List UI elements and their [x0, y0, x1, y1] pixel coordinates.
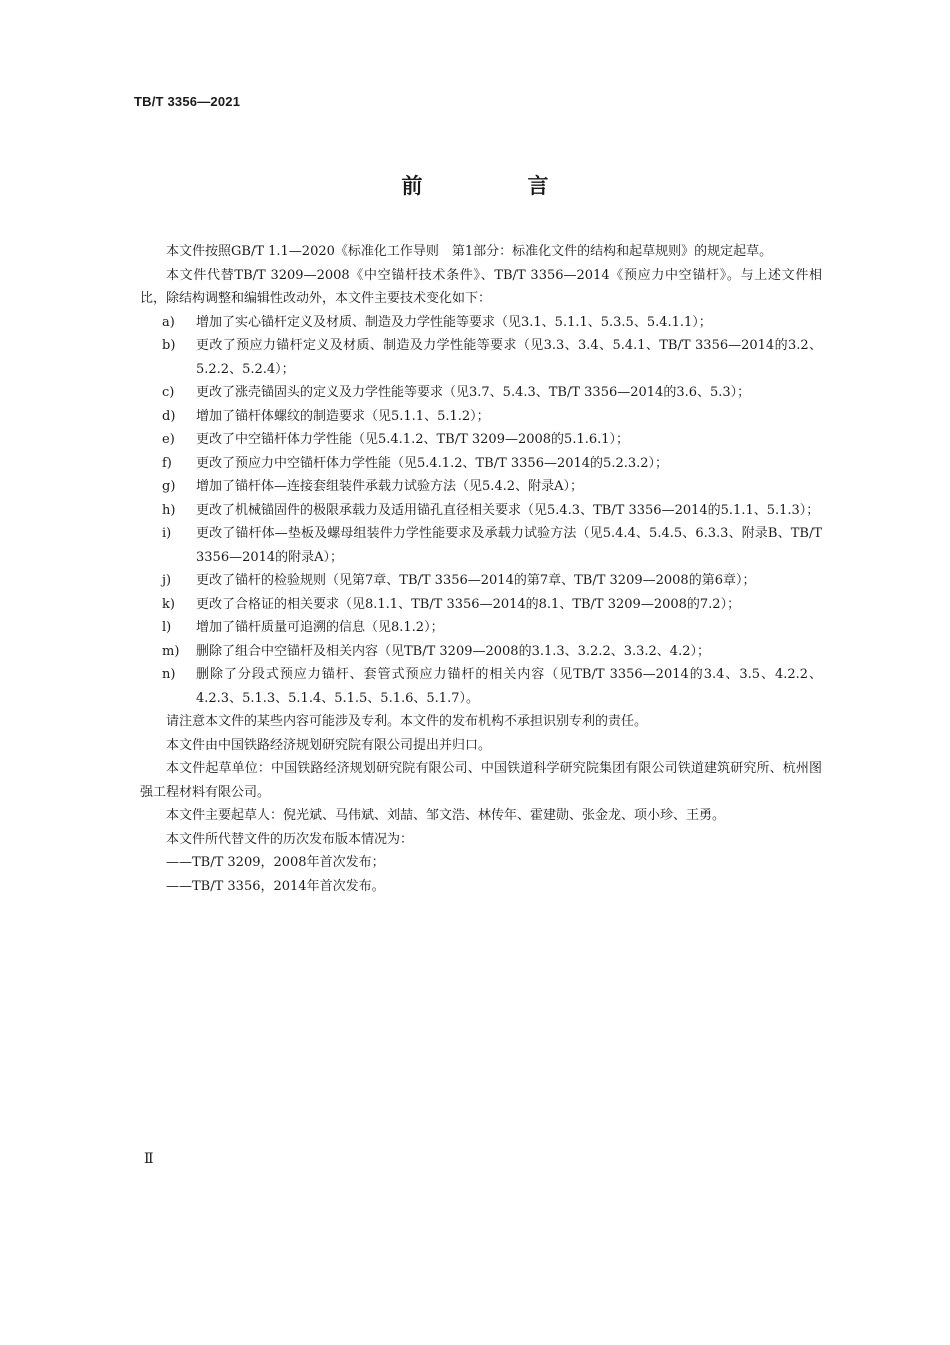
list-item [140, 593, 822, 617]
list-item-label: e) [162, 432, 175, 447]
list-item-label: j) [162, 573, 172, 588]
list-item-label: n) [162, 667, 176, 682]
list-item-text: 增加了实心锚杆定义及材质、制造及力学性能等要求（见3.1、5.1.1、5.3.5、5.4.1.1）； [196, 314, 712, 330]
list-item-text: 更改了机械锚固件的极限承载力及适用锚孔直径相关要求（见5.4.3、TB/T 3356—2014的5.1.1、5.1.3）； [196, 502, 820, 518]
page-title: 前 言 [401, 174, 591, 198]
list-item [140, 499, 822, 523]
list-item-text: 更改了中空锚杆体力学性能（见5.4.1.2、TB/T 3209—2008的5.1.6.1）； [196, 432, 630, 447]
intro-paragraph: 本文件代替TB/T 3209—2008《中空锚杆技术条件》、TB/T 3356—2014《预应力中空锚杆》。与上述文件相比，除结构调整和编辑性改动外，本文件主要技术变化如下： [140, 267, 822, 306]
patent-notice: 请注意本文件的某些内容可能涉及专利。本文件的发布机构不承担识别专利的责任。 [166, 714, 648, 729]
list-item-label: d) [162, 408, 176, 424]
list-item-text: 增加了锚杆体—连接套组装件承载力试验方法（见5.4.2、附录A）； [196, 479, 583, 494]
list-item [140, 616, 822, 640]
list-item-text: 增加了锚杆体螺纹的制造要求（见5.1.1、5.1.2）； [196, 408, 490, 424]
list-item-text: 更改了涨壳锚固头的定义及力学性能等要求（见3.7、5.4.3、TB/T 3356—2014的3.6、5.3）； [196, 385, 751, 400]
list-item-text: 更改了预应力锚杆定义及材质、制造及力学性能等要求（见3.3、3.4、5.4.1、TB/T 3356—2014的3.2、5.2.2、5.2.4）； [196, 338, 822, 377]
intro-paragraph: 本文件按照GB/T 1.1—2020《标准化工作导则 第1部分：标准化文件的结构和起草规则》的规定起草。 [166, 244, 773, 259]
history-intro-paragraph: 本文件所代替文件的历次发布版本情况为： [166, 831, 414, 847]
list-item-text: 删除了分段式预应力锚杆、套管式预应力锚杆的相关内容（见TB/T 3356—2014的3.4、3.5、4.2.2、4.2.3、5.1.3、5.1.4、5.1.5、5.1.6、5.1.7）。 [196, 667, 822, 706]
list-item-label: c) [162, 385, 175, 400]
list-item-label: k) [162, 596, 175, 612]
list-item [140, 522, 822, 569]
changes-list [140, 311, 822, 711]
list-item-label: h) [162, 502, 176, 518]
list-item-text: 删除了组合中空锚杆及相关内容（见TB/T 3209—2008的3.1.3、3.2.2、3.3.2、4.2）； [196, 643, 710, 659]
history-item: ——TB/T 3356，2014年首次发布。 [166, 878, 385, 894]
list-item [140, 569, 822, 593]
list-item-label: f) [162, 455, 172, 471]
list-item-text: 更改了锚杆体—垫板及螺母组装件力学性能要求及承载力试验方法（见5.4.4、5.4.5、6.3.3、附录B、TB/T 3356—2014的附录A）； [196, 526, 822, 565]
list-item [140, 405, 822, 429]
history-item: ——TB/T 3209，2008年首次发布； [166, 855, 385, 870]
list-item [140, 428, 822, 452]
list-item-label: l) [162, 620, 172, 635]
list-item-label: i) [162, 526, 172, 541]
list-item-label: g) [162, 479, 176, 494]
list-item-text: 增加了锚杆质量可追溯的信息（见8.1.2）； [196, 620, 444, 635]
drafting-units-paragraph: 本文件起草单位：中国铁路经济规划研究院有限公司、中国铁道科学研究院集团有限公司铁道建筑研究所、杭州图强工程材料有限公司。 [140, 761, 822, 800]
page-number: Ⅱ [144, 1151, 154, 1167]
list-item-label: b) [162, 338, 176, 353]
list-item [140, 640, 822, 664]
list-item [140, 475, 822, 499]
drafters-paragraph: 本文件主要起草人：倪光斌、马伟斌、刘喆、邹文浩、林传年、霍建勋、张金龙、项小珍、王勇。 [166, 808, 726, 823]
list-item [140, 311, 822, 335]
standard-code: TB/T 3356—2021 [134, 94, 241, 109]
document-body [140, 240, 822, 898]
list-item-text: 更改了合格证的相关要求（见8.1.1、TB/T 3356—2014的8.1、TB/T 3209—2008的7.2）； [196, 596, 741, 612]
list-item [140, 452, 822, 476]
list-item-label: m) [162, 643, 180, 659]
list-item [140, 381, 822, 405]
proposer-paragraph: 本文件由中国铁路经济规划研究院有限公司提出并归口。 [166, 737, 492, 753]
list-item [140, 334, 822, 381]
list-item [140, 663, 822, 710]
list-item-text: 更改了锚杆的检验规则（见第7章、TB/T 3356—2014的第7章、TB/T 3209—2008的第6章）； [196, 573, 756, 588]
list-item-label: a) [162, 314, 175, 330]
list-item-text: 更改了预应力中空锚杆体力学性能（见5.4.1.2、TB/T 3356—2014的5.2.3.2）； [196, 455, 669, 471]
